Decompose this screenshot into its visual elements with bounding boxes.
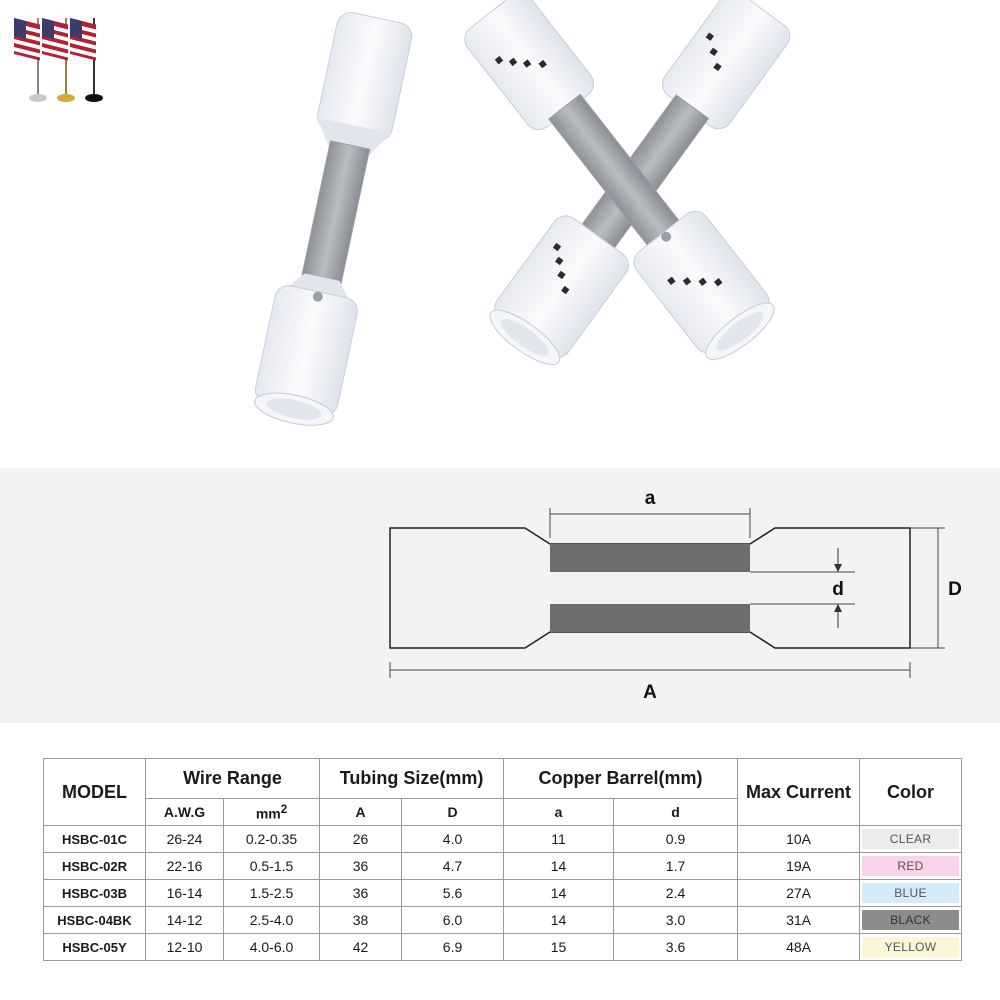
dimension-label-a: a [644,488,656,509]
header-wire-range: Wire Range [146,759,320,799]
table-row [44,826,962,853]
cell-awg: 26-24 [146,826,224,853]
cell-max-current: 10A [738,826,860,853]
dimension-label-A: A [643,682,657,703]
table-row [44,853,962,880]
cell-barrel-a: 14 [504,880,614,907]
header-model: MODEL [44,759,146,826]
cell-tubing-D: 6.9 [402,934,504,961]
cell-barrel-d: 0.9 [614,826,738,853]
cell-barrel-a: 14 [504,907,614,934]
connector-outline-drawing [0,468,1000,723]
dimension-label-D: D [948,579,962,600]
cell-barrel-d: 3.6 [614,934,738,961]
cell-mm2: 0.5-1.5 [224,853,320,880]
cell-awg: 22-16 [146,853,224,880]
cell-color [860,826,962,853]
cell-tubing-A: 26 [320,826,402,853]
cell-barrel-d: 1.7 [614,853,738,880]
dimension-diagram [0,468,1000,723]
cell-tubing-A: 38 [320,907,402,934]
cell-model: HSBC-02R [44,853,146,880]
cell-model: HSBC-05Y [44,934,146,961]
cell-mm2: 0.2-0.35 [224,826,320,853]
subheader-D: D [402,799,504,826]
spec-table [43,758,962,961]
table-row [44,934,962,961]
barrel-upper [550,544,750,572]
subheader-d: d [614,799,738,826]
cell-tubing-A: 36 [320,880,402,907]
cell-color [860,853,962,880]
dimension-label-d: d [832,579,844,600]
cell-max-current: 48A [738,934,860,961]
color-swatch: BLACK [862,910,959,930]
cell-mm2: 1.5-2.5 [224,880,320,907]
cell-awg: 16-14 [146,880,224,907]
barrel-lower [550,604,750,632]
cell-tubing-D: 5.6 [402,880,504,907]
subheader-a: a [504,799,614,826]
cell-barrel-d: 2.4 [614,880,738,907]
cell-max-current: 19A [738,853,860,880]
table-row [44,907,962,934]
header-copper-barrel: Copper Barrel(mm) [504,759,738,799]
cell-max-current: 27A [738,880,860,907]
cell-color [860,934,962,961]
cell-model: HSBC-01C [44,826,146,853]
cell-awg: 14-12 [146,907,224,934]
cell-tubing-D: 4.7 [402,853,504,880]
cell-tubing-D: 6.0 [402,907,504,934]
cell-tubing-D: 4.0 [402,826,504,853]
color-swatch: BLUE [862,883,959,903]
cell-model: HSBC-03B [44,880,146,907]
subheader-mm2: $mm^2$ [224,799,320,826]
color-swatch: YELLOW [862,937,959,957]
table-row [44,880,962,907]
color-swatch: RED [862,856,959,876]
cell-tubing-A: 42 [320,934,402,961]
cell-model: HSBC-04BK [44,907,146,934]
cell-max-current: 31A [738,907,860,934]
header-max-current: Max Current [738,759,860,826]
subheader-awg: A.W.G [146,799,224,826]
cell-awg: 12-10 [146,934,224,961]
subheader-A: A [320,799,402,826]
cell-barrel-d: 3.0 [614,907,738,934]
cell-color [860,880,962,907]
header-tubing-size: Tubing Size(mm) [320,759,504,799]
butt-connector-illustration [0,0,1000,470]
cell-mm2: 4.0-6.0 [224,934,320,961]
product-photo [0,0,1000,470]
color-swatch: CLEAR [862,829,959,849]
cell-barrel-a: 11 [504,826,614,853]
cell-barrel-a: 15 [504,934,614,961]
us-flags-icon [8,10,118,105]
cell-barrel-a: 14 [504,853,614,880]
cell-color [860,907,962,934]
connector-left [250,9,418,431]
header-color: Color [860,759,962,826]
cell-tubing-A: 36 [320,853,402,880]
cell-mm2: 2.5-4.0 [224,907,320,934]
